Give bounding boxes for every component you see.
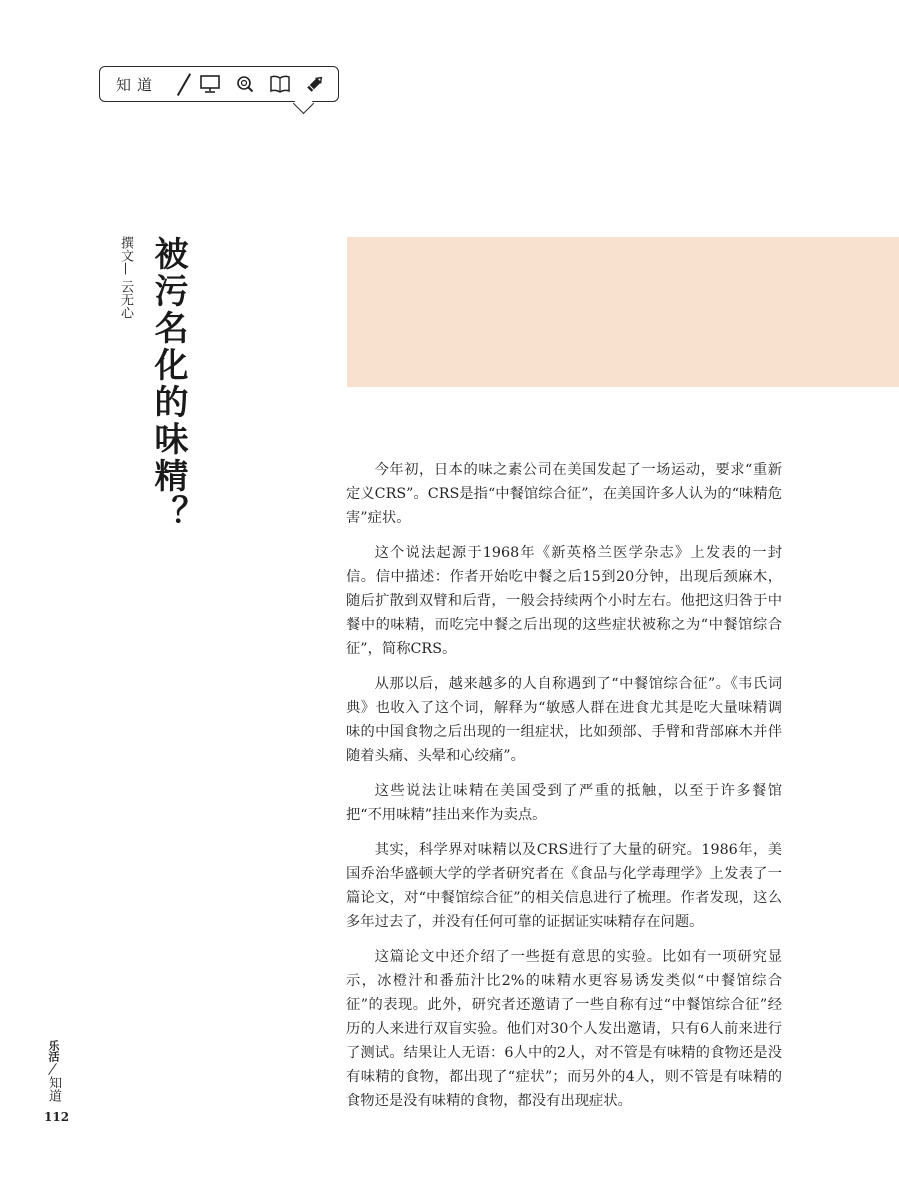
footer-slash bbox=[44, 1062, 60, 1076]
article-body bbox=[346, 458, 782, 1124]
article-image bbox=[347, 237, 899, 387]
paragraph: 这些说法让味精在美国受到了严重的抵触，以至于许多餐馆把“不用味精”挂出来作为卖点。 bbox=[346, 783, 782, 823]
pencil-icon bbox=[303, 73, 328, 95]
footer-section: 知道 bbox=[46, 1076, 61, 1102]
author-name: 云无心 bbox=[118, 280, 133, 319]
article-title: 被污名化的味精？ bbox=[148, 236, 188, 532]
byline bbox=[117, 236, 133, 319]
page-footer bbox=[44, 1040, 70, 1124]
paragraph: 从那以后，越来越多的人自称遇到了“中餐馆综合征”。《韦氏词典》也收入了这个词，解释为“敏感人群在进食尤其是吃大量味精调味的中国食物之后出现的一组症状，比如颈部、手臂和背部麻木并伴随着头痛、头晕和心绞痛”。 bbox=[346, 676, 782, 764]
monitor-icon bbox=[197, 73, 222, 95]
section-label: 知道 bbox=[116, 75, 159, 94]
paragraph: 这个说法起源于1968年《新英格兰医学杂志》上发表的一封信。信中描述：作者开始吃中餐之后15到20分钟，出现后颈麻木，随后扩散到双臂和后背，一般会持续两个小时左右。他把这归咎于中餐中的味精，而吃完中餐之后出现的这些症状被称之为“中餐馆综合征”，简称CRS。 bbox=[346, 545, 782, 657]
byline-prefix: 撰文 bbox=[118, 236, 133, 262]
paragraph: 今年初，日本的味之素公司在美国发起了一场运动，要求“重新定义CRS”。CRS是指“中餐馆综合征”，在美国许多人认为的“味精危害”症状。 bbox=[346, 462, 782, 526]
byline-separator: — bbox=[118, 262, 133, 275]
book-icon bbox=[268, 73, 293, 95]
bubble-pointer bbox=[293, 93, 314, 114]
page-number: 112 bbox=[44, 1110, 70, 1124]
search-icon bbox=[233, 73, 258, 95]
paragraph: 这篇论文中还介绍了一些挺有意思的实验。比如有一项研究显示，冰橙汁和番茄汁比2%的味精水更容易诱发类似“中餐馆综合征”的表现。此外，研究者还邀请了一些自称有过“中餐馆综合征”经历的人来进行双盲实验。他们对30个人发出邀请，只有6人前来进行了测试。结果让人无语：6人中的2人，对不管是有味精的食物还是没有味精的食物，都出现了“症状”；而另外的4人，则不管是有味精的食物还是没有味精的食物，都没有出现症状。 bbox=[346, 949, 782, 1109]
divider-slash bbox=[174, 73, 193, 95]
section-tag-bar bbox=[99, 66, 339, 102]
paragraph: 其实，科学界对味精以及CRS进行了大量的研究。1986年，美国乔治华盛顿大学的学者研究者在《食品与化学毒理学》上发表了一篇论文，对“中餐馆综合征”的相关信息进行了梳理。作者发现，这么多年过去了，并没有任何可靠的证据证实味精存在问题。 bbox=[346, 842, 782, 930]
footer-column: 乐活 bbox=[47, 1040, 60, 1062]
